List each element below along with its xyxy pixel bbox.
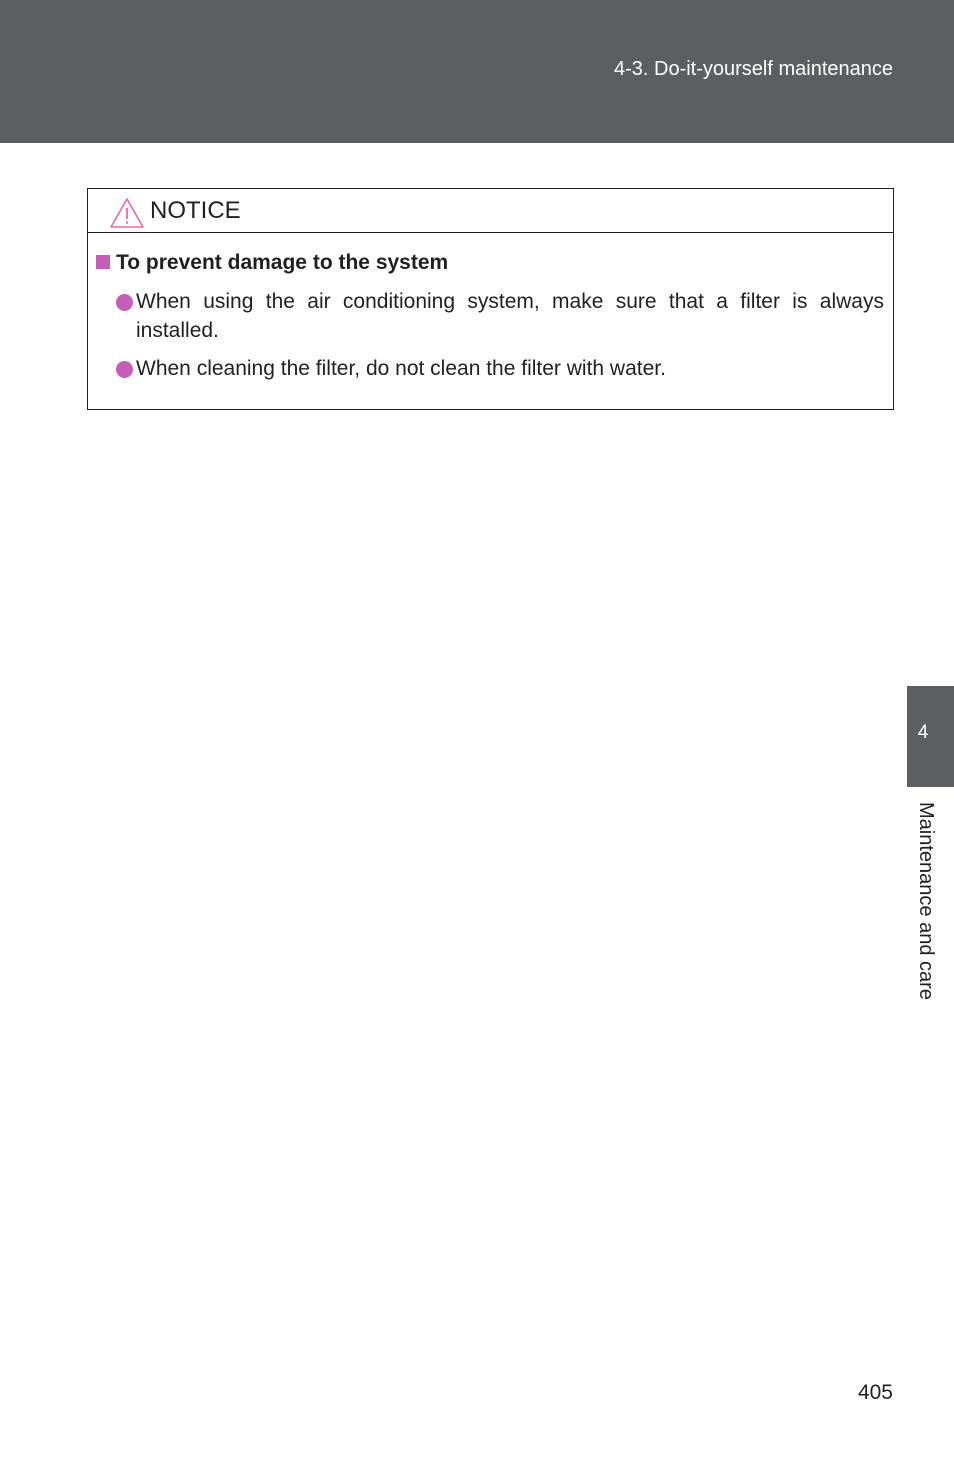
- circle-bullet-icon: [116, 294, 133, 311]
- notice-subheading-text: To prevent damage to the system: [116, 251, 449, 274]
- list-item: [116, 287, 884, 345]
- list-item-text: When using the air conditioning system, make sure that a filter is always installed.: [136, 290, 884, 342]
- notice-box: [87, 188, 894, 410]
- chapter-tab: [907, 686, 954, 787]
- circle-bullet-icon: [116, 361, 133, 378]
- square-bullet-icon: [96, 255, 110, 269]
- notice-body: [88, 233, 893, 409]
- notice-title: NOTICE: [150, 197, 241, 224]
- chapter-number: 4: [917, 722, 929, 743]
- warning-triangle-icon: [109, 197, 145, 229]
- list-item: [116, 354, 884, 383]
- page-header-band: [0, 0, 954, 143]
- notice-subheading: [96, 251, 448, 275]
- list-item-text: When cleaning the filter, do not clean the filter with water.: [136, 357, 666, 380]
- notice-header: [88, 189, 893, 233]
- chapter-label: Maintenance and care: [915, 802, 937, 1000]
- page-number: 405: [857, 1381, 893, 1404]
- section-title: 4-3. Do-it-yourself maintenance: [613, 58, 893, 80]
